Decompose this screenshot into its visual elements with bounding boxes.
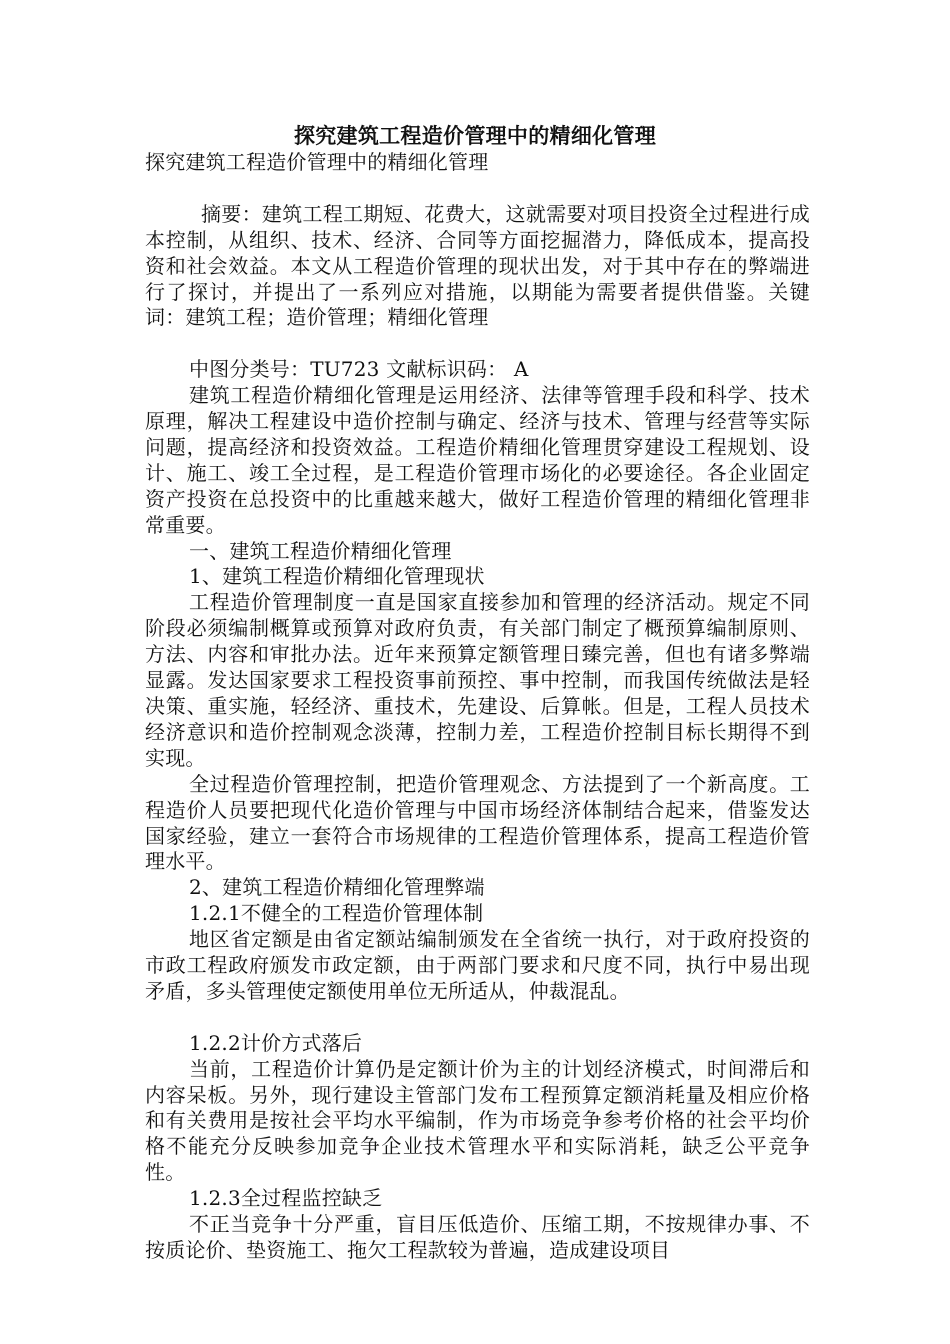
body-paragraph: 地区省定额是由省定额站编制颁发在全省统一执行，对于政府投资的市政工程政府颁发市政定额，由于两部门要求和尺度不同，执行中易出现矛盾，多头管理使定额使用单位无所适从，仲裁混乱。 bbox=[145, 927, 810, 1003]
subsubsection-heading: 1.2.3全过程监控缺乏 bbox=[189, 1186, 383, 1211]
section-heading: 一、建筑工程造价精细化管理 bbox=[189, 538, 452, 563]
body-paragraph: 全过程造价管理控制，把造价管理观念、方法提到了一个新高度。工程造价人员要把现代化造价管理与中国市场经济体制结合起来，借鉴发达国家经验，建立一套符合市场规律的工程造价管理体系，提高工程造价管理水平。 bbox=[145, 771, 810, 874]
body-paragraph: 工程造价管理制度一直是国家直接参加和管理的经济活动。规定不同阶段必须编制概算或预算对政府负责，有关部门制定了概预算编制原则、方法、内容和审批办法。近年来预算定额管理日臻完善，但也有诸多弊端显露。发达国家要求工程投资事前预控、事中控制，而我国传统做法是轻决策、重实施，轻经济、重技术，先建设、后算帐。但是，工程人员技术经济意识和造价控制观念淡薄，控制力差，工程造价控制目标长期得不到实现。 bbox=[145, 590, 810, 770]
classification-line: 中图分类号：TU723 文献标识码： A bbox=[189, 357, 529, 382]
subsection-heading: 1、建筑工程造价精细化管理现状 bbox=[189, 564, 485, 589]
document-body bbox=[145, 150, 810, 1264]
blank-line bbox=[145, 331, 810, 357]
subsubsection-heading: 1.2.1不健全的工程造价管理体制 bbox=[189, 901, 484, 926]
subsubsection-heading: 1.2.2计价方式落后 bbox=[189, 1030, 363, 1055]
blank-line bbox=[145, 1005, 810, 1031]
body-paragraph: 不正当竞争十分严重，盲目压低造价、压缩工期，不按规律办事、不按质论价、垫资施工、拖欠工程款较为普遍，造成建设项目 bbox=[145, 1212, 810, 1263]
intro-paragraph: 建筑工程造价精细化管理是运用经济、法律等管理手段和科学、技术原理，解决工程建设中造价控制与确定、经济与技术、管理与经营等实际问题，提高经济和投资效益。工程造价精细化管理贯穿建设工程规划、设计、施工、竣工全过程，是工程造价管理市场化的必要途径。各企业固定资产投资在总投资中的比重越来越大，做好工程造价管理的精细化管理非常重要。 bbox=[145, 383, 810, 537]
subsection-heading: 2、建筑工程造价精细化管理弊端 bbox=[189, 875, 485, 900]
document-title: 探究建筑工程造价管理中的精细化管理 bbox=[293, 123, 657, 148]
abstract-paragraph: 摘要：建筑工程工期短、花费大，这就需要对项目投资全过程进行成本控制，从组织、技术、经济、合同等方面挖掘潜力，降低成本，提高投资和社会效益。本文从工程造价管理的现状出发，对于其中存在的弊端进行了探讨，并提出了一系列应对措施，以期能为需要者提供借鉴。关键词：建筑工程；造价管理；精细化管理 bbox=[145, 201, 810, 330]
body-paragraph: 当前，工程造价计算仍是定额计价为主的计划经济模式，时间滞后和内容呆板。另外，现行建设主管部门发布工程预算定额消耗量及相应价格和有关费用是按社会平均水平编制，作为市场竞争参考价格的社会平均价格不能充分反映参加竞争企业技术管理水平和实际消耗，缺乏公平竞争性。 bbox=[145, 1056, 810, 1185]
document-subtitle: 探究建筑工程造价管理中的精细化管理 bbox=[145, 150, 489, 174]
blank-line bbox=[145, 176, 810, 202]
